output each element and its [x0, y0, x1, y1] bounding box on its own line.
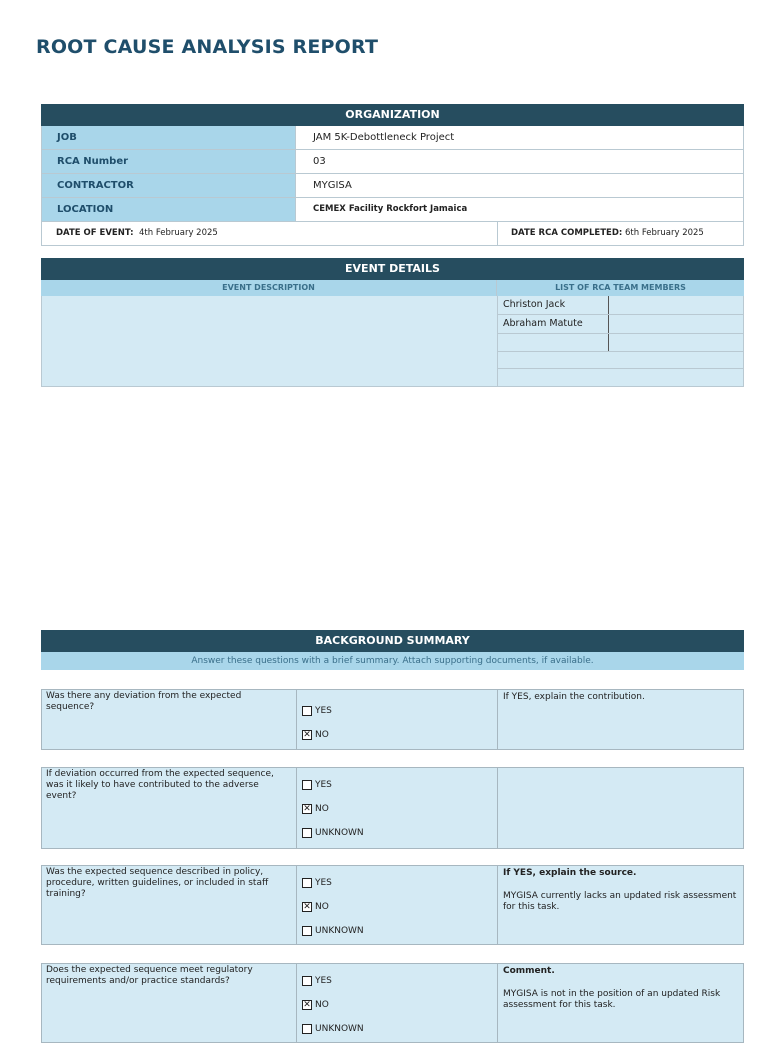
question-text: Does the expected sequence meet regulatory requirements and/or practice standards? — [42, 964, 297, 1042]
checked-checkbox-icon[interactable]: ✕ — [303, 804, 311, 814]
question-block — [41, 689, 744, 750]
team-member-name — [498, 334, 609, 351]
option-unknown[interactable] — [302, 821, 497, 845]
checked-checkbox-icon[interactable]: ✕ — [303, 730, 311, 740]
comment-field[interactable] — [498, 866, 743, 944]
option-yes[interactable] — [302, 699, 497, 723]
date-completed[interactable] — [498, 222, 743, 245]
comment-field[interactable] — [498, 690, 743, 749]
job-label: JOB — [41, 126, 296, 149]
checkbox-icon[interactable] — [302, 878, 312, 888]
comment-field[interactable] — [498, 964, 743, 1042]
option-label: YES — [315, 780, 332, 790]
answer-options — [297, 768, 498, 848]
checked-checkbox-icon[interactable]: ✕ — [303, 1000, 311, 1010]
comment-text: If YES, explain the contribution. — [503, 692, 645, 702]
question-block — [41, 963, 744, 1043]
team-member-row[interactable] — [498, 334, 743, 352]
team-member-row[interactable] — [498, 369, 743, 386]
comment-title: If YES, explain the source. — [503, 868, 637, 878]
option-label: NO — [315, 730, 329, 740]
checkbox-icon[interactable] — [302, 780, 312, 790]
checkbox-icon[interactable] — [302, 976, 312, 986]
checkbox-icon[interactable] — [302, 828, 312, 838]
comment-title: Comment. — [503, 966, 555, 976]
contractor-label: CONTRACTOR — [41, 174, 296, 197]
date-completed-label: DATE RCA COMPLETED: — [511, 228, 623, 238]
background-summary-note: Answer these questions with a brief summary. Attach supporting documents, if available. — [41, 652, 744, 670]
team-member-name — [498, 352, 609, 369]
date-of-event-label: DATE OF EVENT: — [56, 228, 134, 238]
answer-options — [297, 866, 498, 944]
organization-table — [41, 104, 744, 246]
team-member-row[interactable] — [498, 352, 743, 370]
checkbox-icon[interactable] — [302, 706, 312, 716]
rca-number-label: RCA Number — [41, 150, 296, 173]
rca-number-row — [41, 150, 744, 174]
option-no[interactable] — [302, 993, 497, 1017]
checked-checkbox-icon[interactable]: ✕ — [303, 902, 311, 912]
location-value[interactable]: CEMEX Facility Rockfort Jamaica — [296, 198, 744, 221]
comment-field[interactable] — [498, 768, 743, 848]
option-label: YES — [315, 976, 332, 986]
date-completed-value: 6th February 2025 — [625, 228, 704, 238]
date-of-event[interactable] — [42, 222, 498, 245]
date-of-event-value: 4th February 2025 — [138, 228, 218, 238]
question-text: Was the expected sequence described in policy, procedure, written guidelines, or included in staff training? — [42, 866, 297, 944]
question-block — [41, 865, 744, 945]
job-row — [41, 126, 744, 150]
background-summary-table — [41, 630, 744, 670]
question-block — [41, 767, 744, 849]
event-subheader — [41, 280, 744, 296]
checkbox-icon[interactable] — [302, 926, 312, 936]
location-label: LOCATION — [41, 198, 296, 221]
option-label: YES — [315, 878, 332, 888]
team-members-list — [498, 296, 743, 386]
option-unknown[interactable] — [302, 919, 497, 943]
contractor-row — [41, 174, 744, 198]
option-label: UNKNOWN — [315, 1024, 364, 1034]
option-yes[interactable] — [302, 871, 497, 895]
event-body — [41, 296, 744, 387]
team-members-header: LIST OF RCA TEAM MEMBERS — [555, 283, 686, 292]
rca-number-value[interactable]: 03 — [296, 150, 744, 173]
comment-text: MYGISA is not in the position of an updated Risk assessment for this task. — [503, 989, 721, 1010]
event-details-table — [41, 258, 744, 387]
event-details-header: EVENT DETAILS — [41, 258, 744, 280]
option-label: UNKNOWN — [315, 926, 364, 936]
option-label: NO — [315, 804, 329, 814]
team-member-name: Abraham Matute — [498, 315, 609, 333]
option-no[interactable] — [302, 895, 497, 919]
background-summary-header: BACKGROUND SUMMARY — [41, 630, 744, 652]
team-member-row[interactable] — [498, 296, 743, 315]
team-member-name: Christon Jack — [498, 296, 609, 314]
event-description-header: EVENT DESCRIPTION — [41, 280, 497, 296]
answer-options — [297, 964, 498, 1042]
option-label: YES — [315, 706, 332, 716]
comment-text: MYGISA currently lacks an updated risk assessment for this task. — [503, 891, 737, 912]
team-member-row[interactable] — [498, 315, 743, 334]
option-yes[interactable] — [302, 969, 497, 993]
option-no[interactable] — [302, 723, 497, 747]
option-no[interactable] — [302, 797, 497, 821]
organization-header: ORGANIZATION — [41, 104, 744, 126]
option-label: NO — [315, 902, 329, 912]
job-value[interactable]: JAM 5K-Debottleneck Project — [296, 126, 744, 149]
option-label: UNKNOWN — [315, 828, 364, 838]
location-row — [41, 198, 744, 222]
team-member-name — [498, 369, 609, 386]
option-unknown[interactable] — [302, 1017, 497, 1041]
option-yes[interactable] — [302, 773, 497, 797]
report-title: ROOT CAUSE ANALYSIS REPORT — [36, 36, 379, 58]
event-description-field[interactable] — [42, 296, 498, 386]
option-label: NO — [315, 1000, 329, 1010]
question-text: Was there any deviation from the expected sequence? — [42, 690, 297, 749]
checkbox-icon[interactable] — [302, 1024, 312, 1034]
contractor-value[interactable]: MYGISA — [296, 174, 744, 197]
dates-row — [41, 222, 744, 246]
question-text: If deviation occurred from the expected sequence, was it likely to have contributed to the adverse event? — [42, 768, 297, 848]
answer-options — [297, 690, 498, 749]
